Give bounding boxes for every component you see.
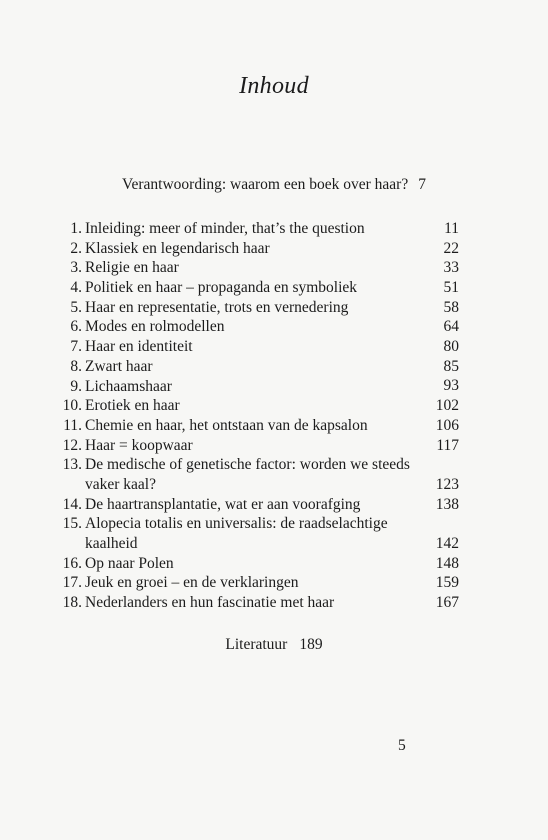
- preface-label: Verantwoording: waarom een boek over haar?: [122, 176, 409, 193]
- toc-entry: [62, 377, 459, 397]
- toc-entry-page: 138: [435, 495, 459, 513]
- toc-entry-page: 123: [435, 475, 459, 493]
- toc-entry: [62, 495, 459, 515]
- toc-entry: [62, 258, 459, 278]
- toc-entry-title: Haar en representatie, trots en vernedering: [85, 298, 349, 316]
- toc-entry: [62, 514, 459, 553]
- toc-entry-title: Klassiek en legendarisch haar: [85, 239, 270, 257]
- toc-entry-page: 159: [435, 574, 459, 592]
- toc-entry: [62, 219, 459, 239]
- toc-entry-title: Haar en identiteit: [85, 338, 193, 356]
- toc-entry-page: 51: [443, 279, 459, 297]
- toc-entry-page: 167: [435, 594, 459, 612]
- toc-entry-title: Inleiding: meer of minder, that’s the question: [85, 220, 365, 237]
- toc-entry: [62, 317, 459, 337]
- literature-entry: [0, 636, 548, 654]
- toc-entry-page: 22: [443, 239, 459, 257]
- page-title: Inhoud: [239, 73, 309, 99]
- toc-entry-title: Modes en rolmodellen: [85, 318, 225, 336]
- toc-entry-title: Politiek en haar – propaganda en symboliek: [85, 279, 358, 297]
- toc-entry: [62, 416, 459, 436]
- toc-entry-number: 16.: [62, 554, 82, 572]
- page-number: 5: [398, 737, 406, 754]
- toc-entry-page: 142: [435, 535, 459, 553]
- toc-entry-title: Haar = koopwaar: [85, 436, 193, 454]
- toc-entry-title: Op naar Polen: [85, 554, 174, 572]
- toc-entry-number: 4.: [70, 279, 82, 297]
- toc-entry-page: 93: [443, 377, 459, 395]
- toc-entry-page: 33: [443, 259, 459, 277]
- toc-entry-number: 6.: [70, 318, 82, 336]
- toc-entry-page: 117: [436, 436, 459, 454]
- toc-entry-number: 2.: [70, 239, 82, 257]
- toc-entry-page: 106: [435, 416, 459, 434]
- toc-entry-title: Lichaamshaar: [85, 377, 172, 395]
- toc-entry-page: 11: [444, 219, 459, 237]
- toc-entry-number: 3.: [70, 259, 82, 277]
- preface-page-number: 7: [418, 176, 426, 193]
- toc-entry-title: Jeuk en groei – en de verklaringen: [85, 574, 299, 592]
- toc-entry: [62, 396, 459, 416]
- toc-entry-page: 102: [435, 397, 459, 415]
- toc-entry: [62, 239, 459, 259]
- toc-entry-number: 14.: [62, 495, 82, 513]
- toc-entry-title: Nederlanders en hun fascinatie met haar: [85, 594, 335, 612]
- toc-entry: [62, 278, 459, 298]
- toc-entry-number: 15.: [62, 515, 82, 533]
- toc-entry: [62, 436, 459, 456]
- toc-entry-page: 80: [443, 338, 459, 356]
- toc-entry-number: 12.: [62, 436, 82, 454]
- toc-entry-title: Religie en haar: [85, 259, 179, 277]
- toc-entry-number: 5.: [70, 298, 82, 316]
- toc-entry-title: Zwart haar: [85, 357, 153, 375]
- toc-entry-number: 8.: [70, 357, 82, 375]
- toc-entry-page: 58: [443, 298, 459, 316]
- toc-entry: [62, 573, 459, 593]
- toc-entry-page: 85: [443, 357, 459, 375]
- toc-entry-number: 18.: [62, 594, 82, 612]
- toc-entry-number: 13.: [62, 456, 82, 474]
- literature-page-number: 189: [299, 636, 323, 653]
- toc-entry-title: De haartransplantatie, wat er aan voorafging: [85, 495, 361, 513]
- toc-entry: [62, 593, 459, 613]
- toc-entry: [62, 298, 459, 318]
- toc-entry-title: Chemie en haar, het ontstaan van de kapsalon: [85, 416, 368, 434]
- toc-entry-page: 148: [435, 554, 459, 572]
- toc-entry-page: 64: [443, 318, 459, 336]
- toc-entry-number: 11.: [63, 416, 82, 434]
- toc-entry-number: 9.: [70, 377, 82, 395]
- toc-entry-number: 10.: [62, 397, 82, 415]
- toc-entry: [62, 337, 459, 357]
- toc-entry: [62, 357, 459, 377]
- toc-entry-title: Erotiek en haar: [85, 397, 180, 415]
- toc-entry-number: 1.: [70, 220, 82, 237]
- toc-entry-title: Alopecia totalis en universalis: de raadselachtige kaalheid: [85, 515, 388, 553]
- literature-label: Literatuur: [225, 636, 288, 653]
- toc-entry-number: 17.: [62, 574, 82, 592]
- toc-entry: [62, 455, 459, 494]
- toc-entry-title: De medische of genetische factor: worden we steeds vaker kaal?: [85, 456, 410, 493]
- toc-entry-number: 7.: [70, 338, 82, 356]
- preface-entry: [0, 176, 548, 194]
- toc-entry: [62, 554, 459, 574]
- table-of-contents: [62, 219, 459, 613]
